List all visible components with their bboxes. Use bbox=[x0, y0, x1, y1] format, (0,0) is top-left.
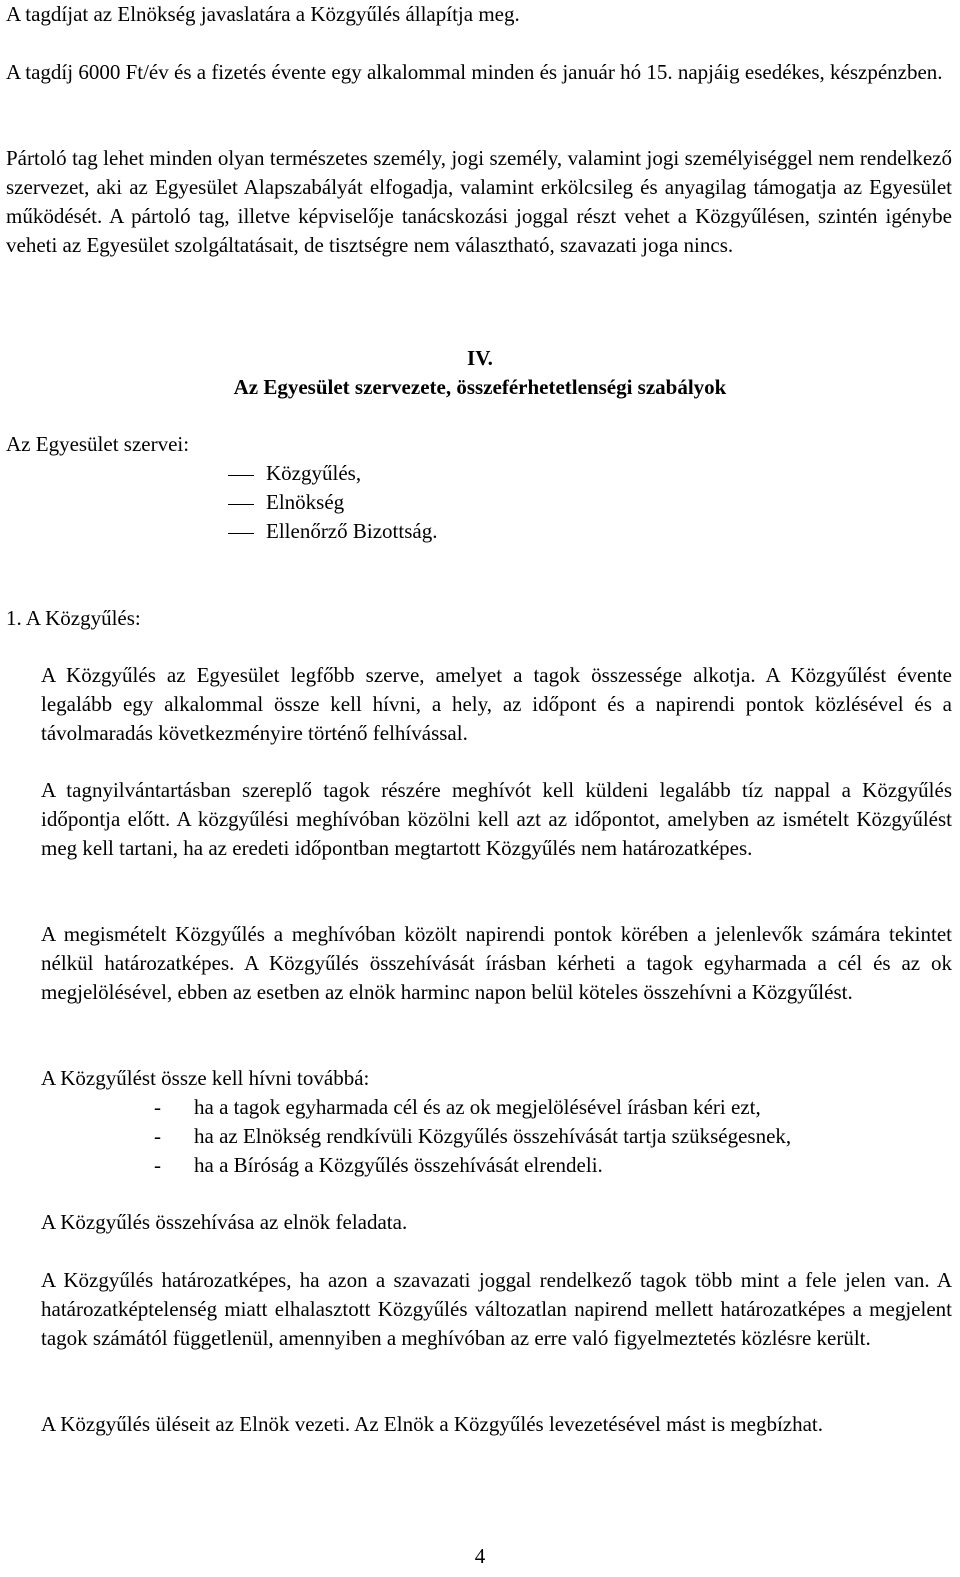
dash-bullet bbox=[228, 504, 254, 505]
paragraph-general-assembly: A Közgyűlés az Egyesület legfőbb szerve, amelyet a tagok összessége alkotja. A Közgyűlést évente legalább egy alkalommal össze kell hívni, a hely, az időpont és a napirendi pontok közlésével és a távolmaradás következményire történő felhívással. bbox=[41, 663, 952, 745]
convene-item-text: ha a Bíróság a Közgyűlés összehívását elrendeli. bbox=[194, 1153, 603, 1177]
paragraph-membership-fee-decision: A tagdíjat az Elnökség javaslatára a Közgyűlés állapítja meg. bbox=[6, 2, 520, 26]
hyphen-bullet: - bbox=[154, 1124, 161, 1148]
paragraph-invitation: A tagnyilvántartásban szereplő tagok részére meghívót kell küldeni legalább tíz nappal a Közgyűlés időpontja előtt. A közgyűlési meghívóban közölni kell azt az időpontot, amelyben az ismételt Közgyűlést meg kell tartani, ha az eredeti időpontban megtartott Közgyűlés nem határozatképes. bbox=[41, 778, 952, 860]
convene-item-text: ha az Elnökség rendkívüli Közgyűlés összehívását tartja szükségesnek, bbox=[194, 1124, 792, 1148]
convene-item-text: ha a tagok egyharmada cél és az ok megjelölésével írásban kéri ezt, bbox=[194, 1095, 761, 1119]
paragraph-chairing: A Közgyűlés üléseit az Elnök vezeti. Az Elnök a Közgyűlés levezetésével mást is megbízhat. bbox=[41, 1412, 824, 1436]
subsection-heading: 1. A Közgyűlés: bbox=[6, 606, 141, 630]
section-number: IV. bbox=[467, 346, 493, 370]
hyphen-bullet: - bbox=[154, 1153, 161, 1177]
organs-intro: Az Egyesület szervei: bbox=[6, 432, 190, 456]
page-number: 4 bbox=[474, 1544, 486, 1568]
paragraph-supporting-member: Pártoló tag lehet minden olyan természetes személy, jogi személy, valamint jogi személyiséggel nem rendelkező szervezet, aki az Egyesület Alapszabályát elfogadja, valamint erkölcsileg és anyagilag támogatja az Egyesület működését. A pártoló tag, illetve képviselője tanácskozási joggal részt vehet a Közgyűlésen, szintén igénybe veheti az Egyesület szolgáltatásait, de tisztségre nem választható, szavazati joga nincs. bbox=[6, 146, 952, 257]
paragraph-convening-duty: A Közgyűlés összehívása az elnök feladata. bbox=[41, 1210, 408, 1234]
paragraph-repeated-assembly: A megismételt Közgyűlés a meghívóban közölt napirendi pontok körében a jelenlevők számára tekintet nélkül határozatképes. A Közgyűlés összehívását írásban kérheti a tagok egyharmada a cél és az ok megjelölésével, ebben az esetben az elnök harminc napon belül köteles összehívni a Közgyűlést. bbox=[41, 922, 952, 1004]
convene-intro: A Közgyűlést össze kell hívni továbbá: bbox=[41, 1066, 370, 1090]
paragraph-quorum: A Közgyűlés határozatképes, ha azon a szavazati joggal rendelkező tagok több mint a fele jelen van. A határozatképtelenség miatt elhalasztott Közgyűlés változatlan napirend mellett határozatképes a megjelent tagok számától függetlenül, amennyiben a meghívóban az erre való figyelmeztetés közlésre került. bbox=[41, 1268, 952, 1350]
section-title: Az Egyesület szervezete, összeférhetetlenségi szabályok bbox=[233, 375, 727, 399]
paragraph-membership-fee-amount: A tagdíj 6000 Ft/év és a fizetés évente egy alkalommal minden és január hó 15. napjáig esedékes, készpénzben. bbox=[6, 60, 943, 84]
organ-label: Közgyűlés, bbox=[266, 461, 362, 485]
dash-bullet bbox=[228, 533, 254, 534]
organ-label: Elnökség bbox=[266, 490, 345, 514]
organ-label: Ellenőrző Bizottság. bbox=[266, 519, 438, 543]
hyphen-bullet: - bbox=[154, 1095, 161, 1119]
dash-bullet bbox=[228, 475, 254, 476]
